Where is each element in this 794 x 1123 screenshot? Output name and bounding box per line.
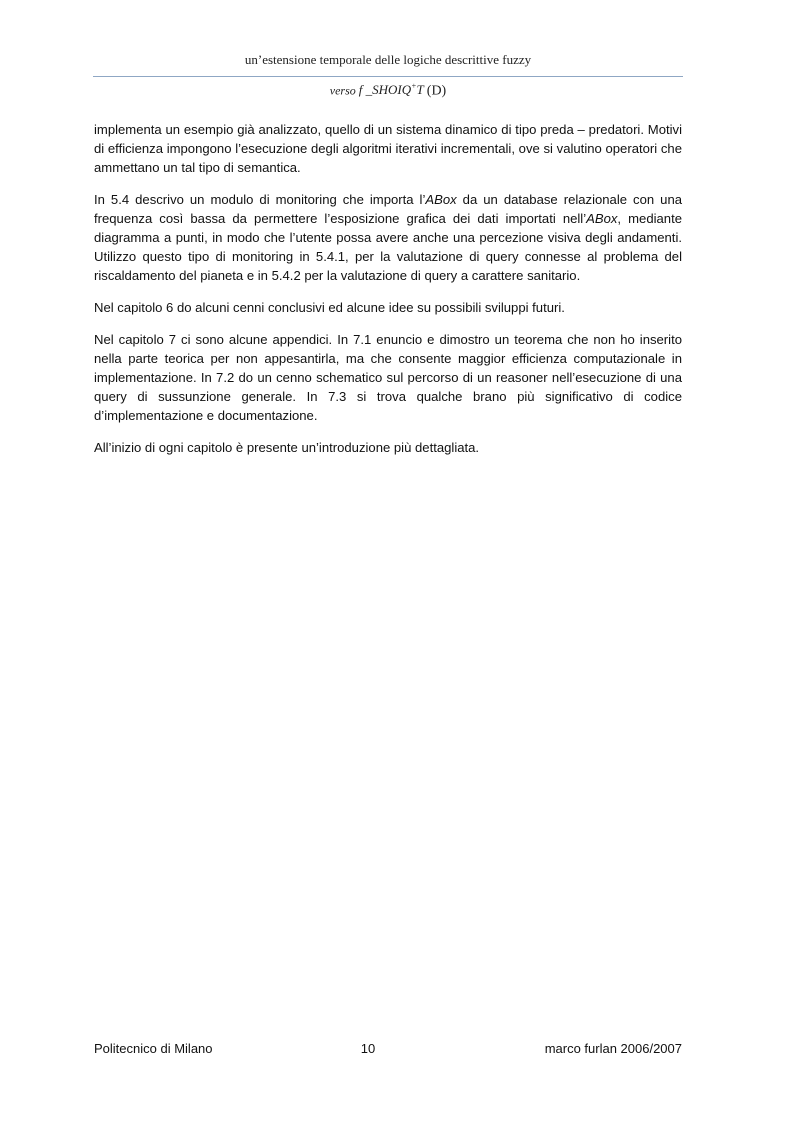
subtitle-formula: [359, 82, 424, 97]
paragraph-3: Nel capitolo 6 do alcuni cenni conclusivi ed alcune idee su possibili sviluppi futuri.: [94, 300, 565, 315]
subtitle-formula-t: T: [416, 82, 424, 98]
paragraph-2-part-c: , mediante diagramma a punti, in modo che l’utente possa avere anche una percezione visiva degli andamenti. Utilizzo questo tipo di monitoring in 5.4.1, per la valutazione di query connesse al problema del riscaldamento del pianeta e in 5.4.2 per la valutazione di query a carattere sanitario.: [94, 211, 682, 283]
subtitle-suffix: (D): [426, 83, 447, 99]
paragraph-5: All’inizio di ogni capitolo è presente un’introduzione più dettagliata.: [94, 440, 480, 455]
paragraph-2-part-b: da un database relazionale con una frequenza così bassa da permettere l’esposizione grafica dei dati importati nell’: [94, 192, 683, 226]
footer-institution: Politecnico di Milano: [94, 1041, 213, 1056]
subtitle-formula-text: f _SHOIQ: [358, 82, 412, 98]
paragraph-1: implementa un esempio già analizzato, quello di un sistema dinamico di tipo preda – predatori. Motivi di efficienza impongono l’esecuzione degli algoritmi iterativi incrementali, ove si valutino operatori che ammettano un tal tipo di semantica.: [94, 122, 682, 175]
running-header-title: un’estensione temporale delle logiche descrittive fuzzy: [244, 52, 532, 67]
paragraph-2-part-a: In 5.4 descrivo un modulo di monitoring che importa l’: [94, 192, 426, 207]
abox-term-2: ABox: [586, 211, 618, 226]
footer-author: marco furlan 2006/2007: [544, 1041, 682, 1056]
page-body: [94, 120, 682, 470]
paragraph-2: [94, 190, 682, 285]
header-divider: [93, 76, 683, 77]
abox-term-1: ABox: [425, 192, 457, 207]
subtitle-prefix: verso: [329, 83, 356, 98]
running-header-subtitle: [93, 82, 683, 99]
page-number: 10: [360, 1041, 376, 1056]
subtitle-formula-sup: +: [411, 82, 417, 91]
paragraph-4: Nel capitolo 7 ci sono alcune appendici. In 7.1 enuncio e dimostro un teorema che non ho inserito nella parte teorica per non appesantirla, ma che consente maggior efficienza computazionale in implementazione. In 7.2 do un cenno schematico sul percorso di un reasoner nell’esecuzione di una query di sussunzione generale. In 7.3 si trova qualche brano più significativo di codice d’implementazione e documentazione.: [94, 332, 682, 423]
